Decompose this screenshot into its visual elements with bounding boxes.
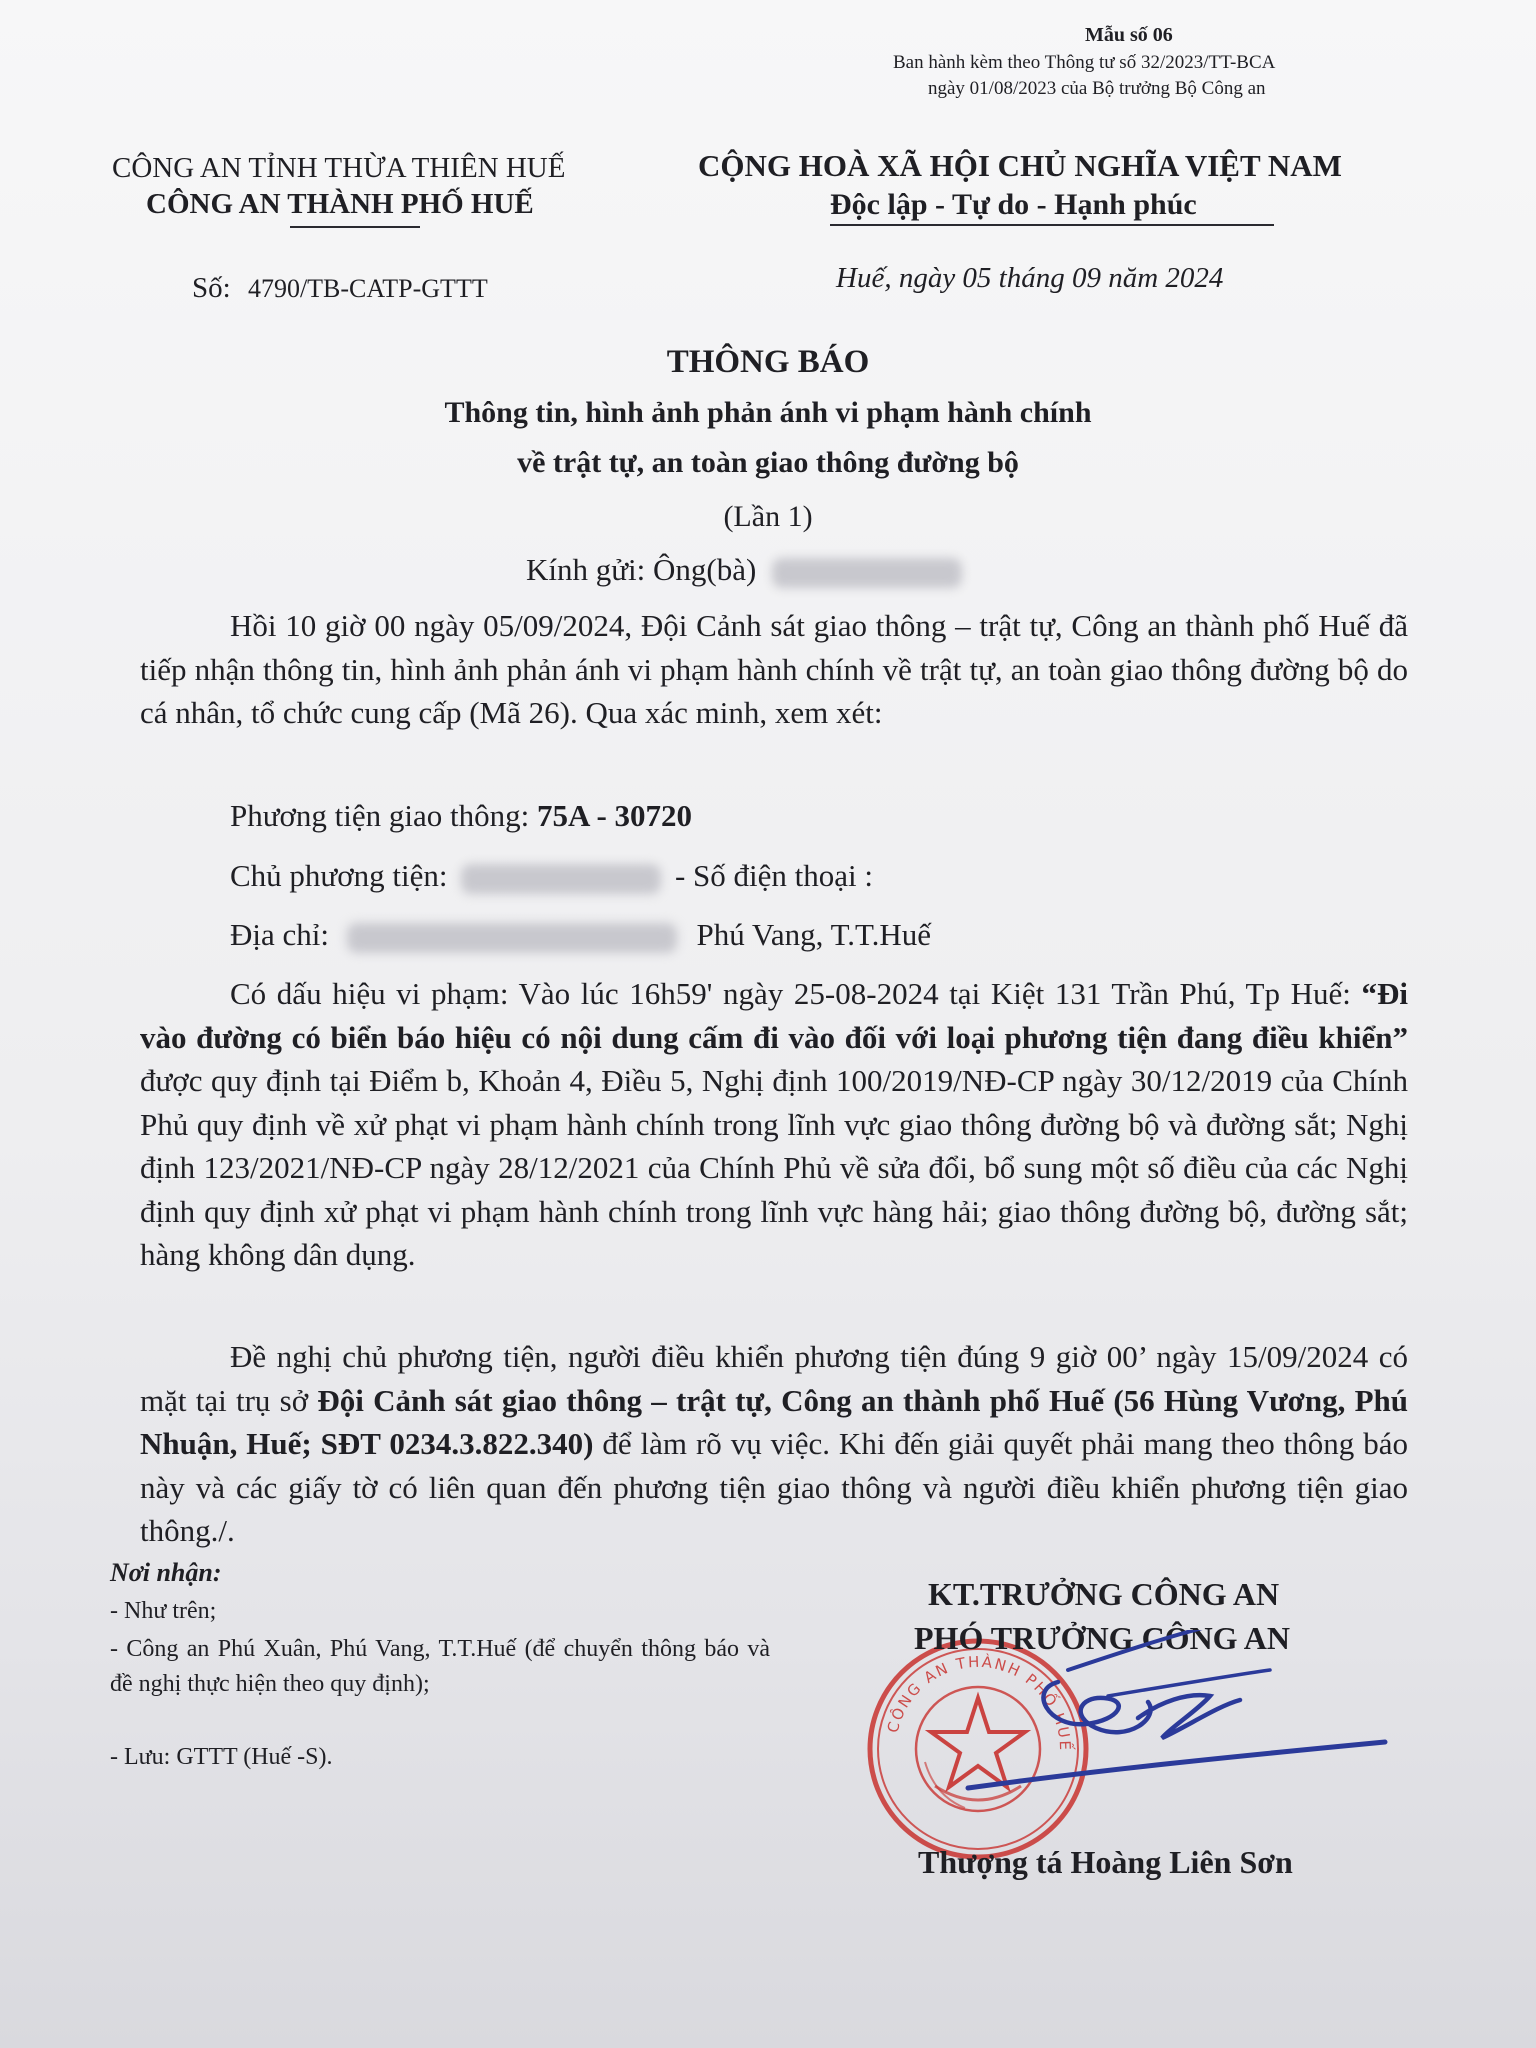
redacted-address xyxy=(347,923,677,953)
address-suffix: Phú Vang, T.T.Huế xyxy=(696,917,931,952)
form-number: Mẫu số 06 xyxy=(1085,24,1173,46)
recipients-item-1: - Như trên; xyxy=(110,1598,217,1624)
phone-label: - Số điện thoại : xyxy=(674,858,874,893)
redacted-owner xyxy=(461,864,661,894)
country-name: CỘNG HOÀ XÃ HỘI CHỦ NGHĨA VIỆT NAM xyxy=(698,148,1342,183)
signer-title-1: KT.TRƯỞNG CÔNG AN xyxy=(928,1576,1280,1612)
document-number xyxy=(192,272,488,305)
request-rest: để làm rõ vụ việc. Khi đến giải quyết phải mang theo thông báo này và các giấy tờ có liên quan đến phương tiện giao thông và người điều khiển phương tiện giao thông./. xyxy=(140,1426,1408,1548)
address-field xyxy=(230,917,931,953)
agency-parent: CÔNG AN TỈNH THỪA THIÊN HUẾ xyxy=(112,152,566,184)
national-motto: Độc lập - Tự do - Hạnh phúc xyxy=(830,188,1197,221)
violation-lead: Có dấu hiệu vi phạm: Vào lúc 16h59' ngày 25-08-2024 tại Kiệt 131 Trần Phú, Tp Huế: xyxy=(230,976,1362,1011)
paragraph-violation xyxy=(140,972,1408,1277)
request-lead: Đề nghị chủ phương tiện, người điều khiển phương tiện đúng 9 giờ 00’ ngày 15/09/2024 có mặt tại trụ sở xyxy=(140,1339,1408,1418)
owner-field xyxy=(230,858,873,894)
document-subtitle-1: Thông tin, hình ảnh phản ánh vi phạm hành chính xyxy=(444,396,1092,429)
vehicle-plate: 75A - 30720 xyxy=(537,798,693,833)
issue-number: (Lần 1) xyxy=(723,500,813,533)
paragraph-request xyxy=(140,1335,1408,1553)
form-issued-date: ngày 01/08/2023 của Bộ trưởng Bộ Công an xyxy=(928,78,1266,99)
signer-title-2: PHÓ TRƯỞNG CÔNG AN xyxy=(914,1620,1291,1656)
violation-legal-basis: được quy định tại Điểm b, Khoản 4, Điều 5, Nghị định 100/2019/NĐ-CP ngày 30/12/2019 của Chính Phủ quy định về xử phạt vi phạm hành chính trong lĩnh vực giao thông đường bộ và đường sắt; Nghị định 123/2021/NĐ-CP ngày 28/12/2021 của Chính Phủ về sửa đổi, bổ sung một số điều của các Nghị định quy định xử phạt vi phạm hành chính trong lĩnh vực hàng hải; giao thông đường bộ, đường sắt; hàng không dân dụng. xyxy=(140,1063,1408,1272)
signer-name: Thượng tá Hoàng Liên Sơn xyxy=(918,1844,1293,1880)
agency-underline xyxy=(290,226,420,228)
recipients-item-3: - Lưu: GTTT (Huế -S). xyxy=(110,1744,333,1770)
violation-description: “Đi vào đường có biển báo hiệu có nội dung cấm đi vào đối với loại phương tiện đang điều khiển” xyxy=(140,976,1408,1055)
doc-number-label: Số: xyxy=(192,272,231,304)
owner-label: Chủ phương tiện: xyxy=(230,858,448,893)
office-address: Đội Cảnh sát giao thông – trật tự, Công an thành phố Huế (56 Hùng Vương, Phú Nhuận, Huế; SĐT 0234.3.822.340) xyxy=(140,1382,1408,1461)
handwritten-signature xyxy=(898,1630,1398,1800)
motto-underline xyxy=(830,224,1274,226)
doc-number-value: 4790/TB-CATP-GTTT xyxy=(247,274,488,303)
agency-name: CÔNG AN THÀNH PHỐ HUẾ xyxy=(146,188,534,220)
redacted-recipient xyxy=(772,558,962,588)
recipients-item-2: - Công an Phú Xuân, Phú Vang, T.T.Huế (để chuyển thông báo và đề nghị thực hiện theo quy định); xyxy=(110,1636,770,1697)
address-label: Địa chỉ: xyxy=(230,917,329,952)
form-issued-by: Ban hành kèm theo Thông tư số 32/2023/TT-BCA xyxy=(893,52,1276,73)
vehicle-label: Phương tiện giao thông: xyxy=(230,798,530,833)
place-and-date: Huế, ngày 05 tháng 09 năm 2024 xyxy=(836,262,1224,294)
document-title: THÔNG BÁO xyxy=(666,344,870,380)
vehicle-field xyxy=(230,798,692,834)
recipients-heading: Nơi nhận: xyxy=(110,1558,222,1587)
recipient-label: Kính gửi: Ông(bà) xyxy=(526,552,757,587)
paragraph-intro: Hồi 10 giờ 00 ngày 05/09/2024, Đội Cảnh sát giao thông – trật tự, Công an thành phố Huế đã tiếp nhận thông tin, hình ảnh phản ánh vi phạm hành chính về trật tự, an toàn giao thông đường bộ do cá nhân, tổ chức cung cấp (Mã 26). Qua xác minh, xem xét: xyxy=(140,608,1408,730)
document-subtitle-2: về trật tự, an toàn giao thông đường bộ xyxy=(517,446,1019,479)
svg-text:CÔNG AN THÀNH PHỐ HUẾ: CÔNG AN THÀNH PHỐ HUẾ xyxy=(883,1652,1075,1753)
recipient-line xyxy=(526,552,962,588)
